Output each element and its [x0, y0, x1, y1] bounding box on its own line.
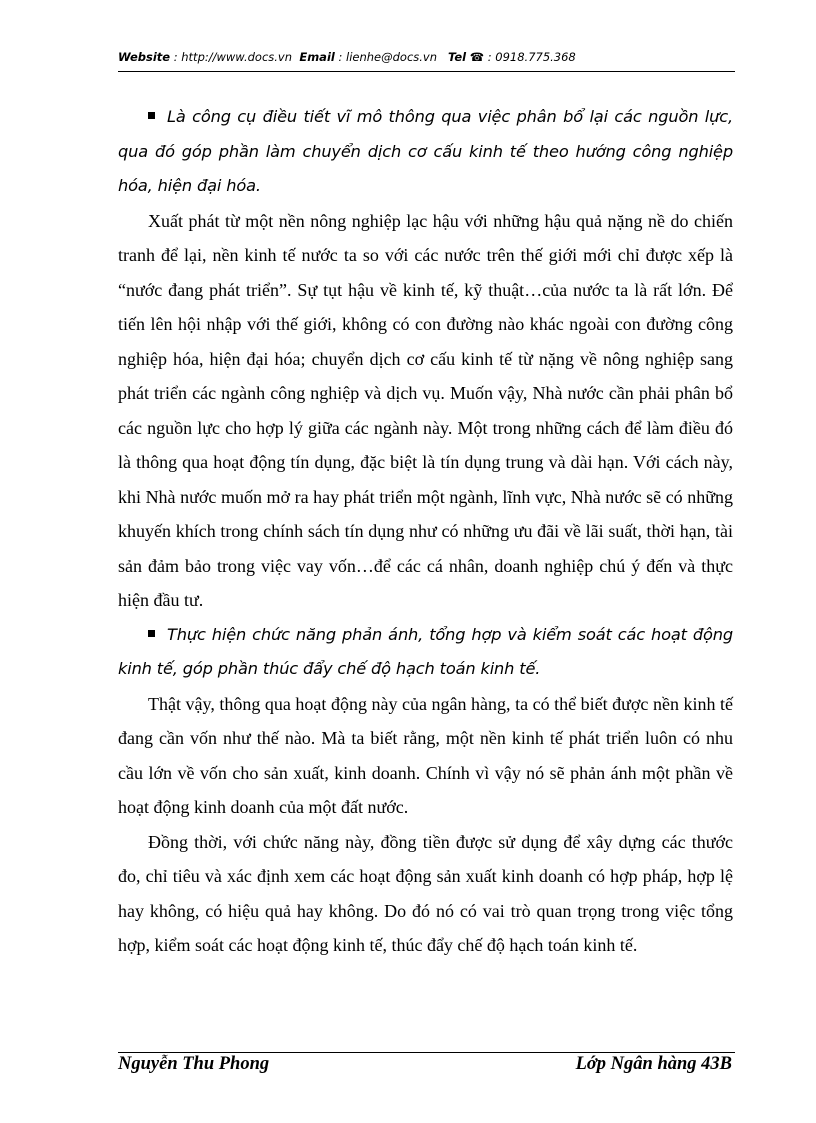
website-label: Website — [118, 50, 171, 64]
email-label: Email — [299, 50, 335, 64]
header-divider — [118, 71, 735, 72]
footer-divider — [118, 1052, 735, 1053]
document-body — [118, 100, 733, 963]
bullet-paragraph — [118, 100, 733, 204]
page-header — [118, 50, 735, 64]
tel-number: ☎ : 0918.775.368 — [466, 50, 576, 64]
website-url[interactable]: : http://www.docs.vn — [170, 50, 293, 64]
body-paragraph: Đồng thời, với chức năng này, đồng tiền được sử dụng để xây dựng các thước đo, chỉ tiêu và xác định xem các hoạt động sản xuất kinh doanh có hợp pháp, hợp lệ hay không, có hiệu quả hay không. Do đó nó có vai trò quan trọng trong việc tổng hợp, kiểm soát các hoạt động kinh tế, thúc đẩy chế độ hạch toán kinh tế. — [118, 831, 733, 955]
footer-class: Lớp Ngân hàng 43B — [575, 1054, 732, 1074]
email-address[interactable]: : lienhe@docs.vn — [334, 50, 438, 64]
bullet-text: Là công cụ điều tiết vĩ mô thông qua việc phân bổ lại các nguồn lực, qua đó góp phần làm chuyển dịch cơ cấu kinh tế theo hướng công nghiệp hóa, hiện đại hóa. — [118, 107, 733, 195]
body-paragraph: Xuất phát từ một nền nông nghiệp lạc hậu với những hậu quả nặng nề do chiến tranh để lại, nền kinh tế nước ta so với các nước trên thế giới mới chỉ được xếp là “nước đang phát triển”. Sự tụt hậu về kinh tế, kỹ thuật…của nước ta là rất lớn. Để tiến lên hội nhập với thế giới, không có con đường nào khác ngoài con đường công nghiệp hóa, hiện đại hóa; chuyển dịch cơ cấu kinh tế từ nặng về nông nghiệp sang phát triển các ngành công nghiệp và dịch vụ. Muốn vậy, Nhà nước cần phải phân bổ các nguồn lực cho hợp lý giữa các ngành này. Một trong những cách để làm điều đó là thông qua hoạt động tín dụng, đặc biệt là tín dụng trung và dài hạn. Với cách này, khi Nhà nước muốn mở ra hay phát triển một ngành, lĩnh vực, Nhà nước sẽ có những khuyến khích trong chính sách tín dụng như có những ưu đãi về lãi suất, thời hạn, tài sản đảm bảo trong việc vay vốn…để các cá nhân, doanh nghiệp chú ý đến và thực hiện đầu tư. — [118, 210, 733, 610]
tel-label: Tel — [448, 50, 467, 64]
bullet-paragraph — [118, 618, 733, 687]
square-bullet-icon — [148, 112, 155, 119]
body-paragraph: Thật vậy, thông qua hoạt động này của ngân hàng, ta có thể biết được nền kinh tế đang cần vốn như thế nào. Mà ta biết rằng, một nền kinh tế phát triển luôn có nhu cầu lớn về vốn cho sản xuất, kinh doanh. Chính vì vậy nó sẽ phản ánh một phần về hoạt động kinh doanh của một đất nước. — [118, 693, 733, 817]
bullet-text: Thực hiện chức năng phản ánh, tổng hợp và kiểm soát các hoạt động kinh tế, góp phần thúc đẩy chế độ hạch toán kinh tế. — [118, 624, 733, 678]
footer-author: Nguyễn Thu Phong — [118, 1054, 270, 1074]
square-bullet-icon — [148, 630, 155, 637]
